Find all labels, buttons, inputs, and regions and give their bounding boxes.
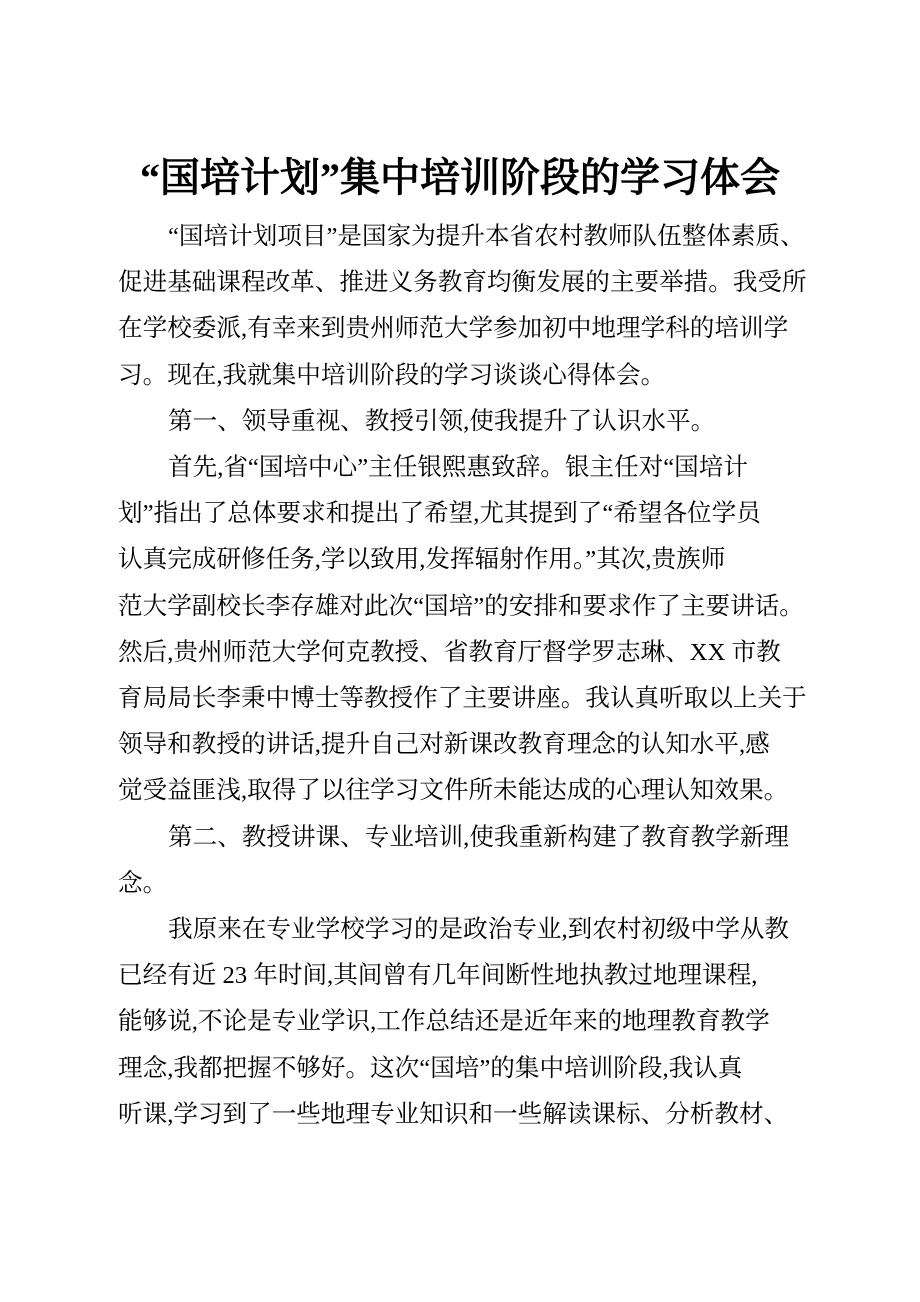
text-line: 范大学副校长李存雄对此次“国培”的安排和要求作了主要讲话。: [118, 592, 804, 620]
text-line: 我原来在专业学校学习的是政治专业,到农村初级中学从教: [168, 916, 789, 944]
text-line: “国培计划项目”是国家为提升本省农村教师队伍整体素质、: [168, 223, 805, 250]
document-body: [118, 214, 818, 1138]
text-line: 第一、领导重视、教授引领,使我提升了认识水平。: [168, 407, 716, 435]
text-line: 能够说,不论是专业学识,工作总结还是近年来的地理教育教学: [118, 1008, 770, 1036]
text-line: 觉受益匪浅,取得了以往学习文件所未能达成的心理认知效果。: [118, 777, 789, 805]
text-line: 领导和教授的讲话,提升自己对新课改教育理念的认知水平,感: [118, 731, 770, 759]
text-line: 习。现在,我就集中培训阶段的学习谈谈心得体会。: [118, 361, 666, 389]
text-line: 听课,学习到了一些地理专业知识和一些解读课标、分析教材、: [118, 1100, 789, 1128]
text-line: 理念,我都把握不够好。这次“国培”的集中培训阶段,我认真: [118, 1054, 743, 1082]
text-line: 促进基础课程改革、推进义务教育均衡发展的主要举措。我受所: [118, 269, 807, 297]
text-line: 划”指出了总体要求和提出了希望,尤其提到了“希望各位学员: [118, 500, 761, 528]
text-line: 认真完成研修任务,学以致用,发挥辐射作用。”其次,贵族师: [118, 546, 726, 574]
text-line: 育局局长李秉中博士等教授作了主要讲座。我认真听取以上关于: [118, 685, 807, 713]
text-line: 首先,省“国培中心”主任银熙惠致辞。银主任对“国培计: [168, 454, 748, 482]
document-title: “国培计划”集中培训阶段的学习体会: [140, 155, 780, 200]
text-line: 念。: [118, 869, 168, 897]
text-line: 在学校委派,有幸来到贵州师范大学参加初中地理学科的培训学: [118, 315, 789, 343]
text-line: 然后,贵州师范大学何克教授、省教育厅督学罗志琳、XX 市教: [118, 638, 781, 666]
text-line: 已经有近 23 年时间,其间曾有几年间断性地执教过地理课程,: [118, 962, 758, 990]
text-line: 第二、教授讲课、专业培训,使我重新构建了教育教学新理: [168, 823, 789, 851]
